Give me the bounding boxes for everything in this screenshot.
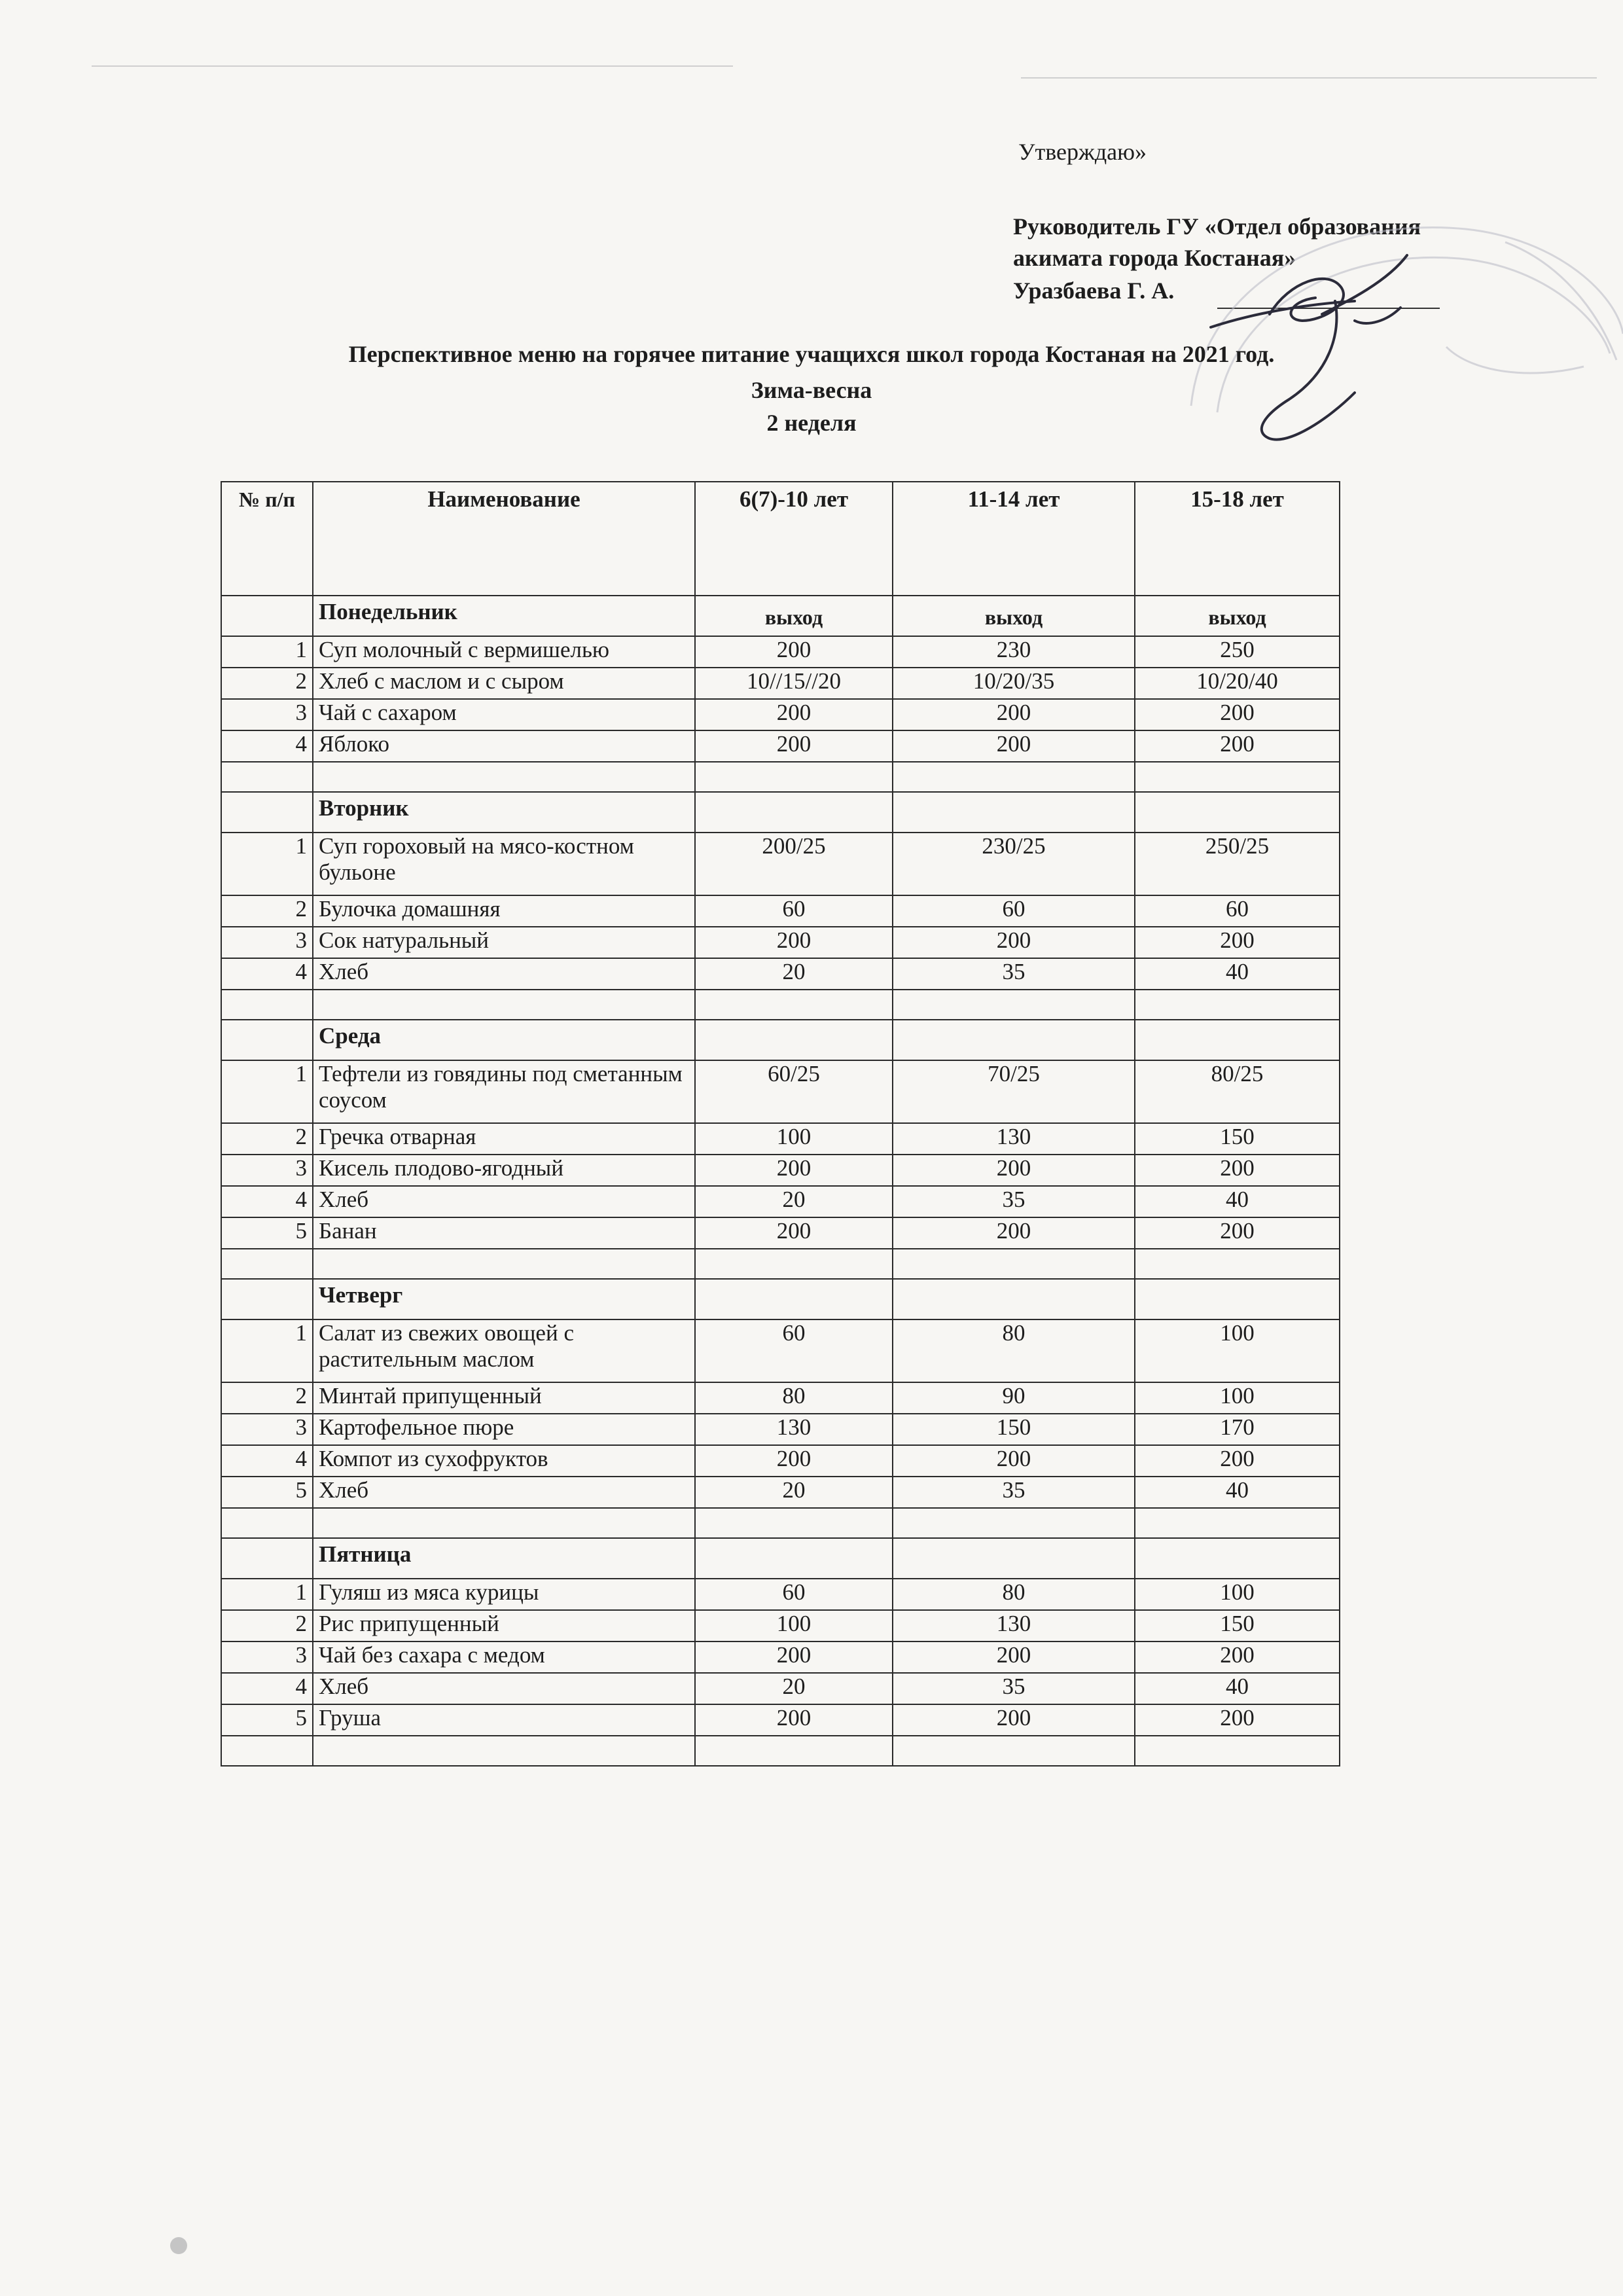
- empty-cell: [313, 1736, 695, 1766]
- item-name: Хлеб: [313, 1477, 695, 1508]
- menu-table: [221, 481, 1340, 1767]
- item-number: 2: [221, 668, 313, 699]
- item-number: 2: [221, 895, 313, 927]
- table-row: [221, 833, 1340, 895]
- approval-line-4: Уразбаева Г. А.: [1013, 278, 1175, 304]
- empty-cell: [893, 1508, 1135, 1538]
- yield-age-11-14: 35: [893, 958, 1135, 990]
- item-name: Хлеб: [313, 958, 695, 990]
- yield-age-6-10: 20: [695, 1477, 893, 1508]
- yield-age-15-18: 250: [1135, 636, 1340, 668]
- yield-age-11-14: 150: [893, 1414, 1135, 1445]
- empty-cell: [313, 1508, 695, 1538]
- empty-row: [221, 990, 1340, 1020]
- empty-cell: [1135, 762, 1340, 792]
- yield-age-15-18: 200: [1135, 1704, 1340, 1736]
- table-row: [221, 1060, 1340, 1123]
- empty-cell: [221, 596, 313, 636]
- day-name: Четверг: [313, 1279, 695, 1319]
- table-row: [221, 1673, 1340, 1704]
- table-row: [221, 636, 1340, 668]
- scan-speck: [170, 2237, 187, 2254]
- item-name: Чай без сахара с медом: [313, 1641, 695, 1673]
- empty-cell: [221, 1249, 313, 1279]
- day-row: [221, 596, 1340, 636]
- yield-age-11-14: 10/20/35: [893, 668, 1135, 699]
- table-row: [221, 1641, 1340, 1673]
- yield-age-15-18: 250/25: [1135, 833, 1340, 895]
- approval-line-2: Руководитель ГУ «Отдел образования: [1013, 213, 1421, 240]
- yield-age-6-10: 130: [695, 1414, 893, 1445]
- item-number: 4: [221, 958, 313, 990]
- yield-age-6-10: 20: [695, 1673, 893, 1704]
- item-name: Компот из сухофруктов: [313, 1445, 695, 1477]
- approval-line-1: Утверждаю»: [1018, 139, 1147, 165]
- table-row: [221, 730, 1340, 762]
- yield-age-15-18: 40: [1135, 1186, 1340, 1217]
- yield-age-6-10: 200: [695, 1217, 893, 1249]
- table-row: [221, 1477, 1340, 1508]
- item-number: 3: [221, 1414, 313, 1445]
- yield-age-15-18: 100: [1135, 1382, 1340, 1414]
- yield-age-11-14: 60: [893, 895, 1135, 927]
- empty-cell: [221, 1736, 313, 1766]
- yield-age-11-14: 230: [893, 636, 1135, 668]
- empty-cell: [893, 792, 1135, 833]
- empty-cell: [695, 1508, 893, 1538]
- empty-cell: [695, 762, 893, 792]
- yield-age-15-18: 100: [1135, 1579, 1340, 1610]
- table-row: [221, 668, 1340, 699]
- item-name: Тефтели из говядины под сметанным соусом: [313, 1060, 695, 1123]
- yield-age-6-10: 200: [695, 1155, 893, 1186]
- yield-age-15-18: 150: [1135, 1123, 1340, 1155]
- empty-cell: [1135, 1020, 1340, 1060]
- empty-cell: [695, 792, 893, 833]
- item-number: 2: [221, 1123, 313, 1155]
- empty-cell: [1135, 1736, 1340, 1766]
- item-name: Рис припущенный: [313, 1610, 695, 1641]
- table-row: [221, 1704, 1340, 1736]
- item-name: Суп гороховый на мясо-костном бульоне: [313, 833, 695, 895]
- empty-cell: [893, 990, 1135, 1020]
- empty-cell: [695, 1736, 893, 1766]
- empty-cell: [1135, 990, 1340, 1020]
- table-header-row: [221, 482, 1340, 596]
- yield-age-6-10: 200/25: [695, 833, 893, 895]
- table-row: [221, 699, 1340, 730]
- empty-cell: [893, 1020, 1135, 1060]
- yield-age-11-14: 200: [893, 927, 1135, 958]
- header-age-11-14: 11-14 лет: [893, 482, 1135, 596]
- table-row: [221, 1382, 1340, 1414]
- item-name: Суп молочный с вермишелью: [313, 636, 695, 668]
- week-subtitle: 2 неделя: [766, 410, 857, 436]
- yield-age-15-18: 200: [1135, 699, 1340, 730]
- empty-cell: [1135, 792, 1340, 833]
- yield-label: выход: [1135, 596, 1340, 636]
- yield-age-15-18: 100: [1135, 1319, 1340, 1382]
- empty-cell: [695, 990, 893, 1020]
- yield-age-6-10: 60: [695, 895, 893, 927]
- yield-age-11-14: 35: [893, 1186, 1135, 1217]
- yield-age-11-14: 200: [893, 1217, 1135, 1249]
- item-number: 1: [221, 1579, 313, 1610]
- item-name: Чай с сахаром: [313, 699, 695, 730]
- yield-age-15-18: 40: [1135, 958, 1340, 990]
- empty-cell: [893, 1736, 1135, 1766]
- yield-age-6-10: 100: [695, 1610, 893, 1641]
- yield-age-15-18: 200: [1135, 927, 1340, 958]
- yield-age-11-14: 80: [893, 1579, 1135, 1610]
- empty-cell: [313, 990, 695, 1020]
- table-row: [221, 927, 1340, 958]
- page-title: Перспективное меню на горячее питание учащихся школ города Костаная на 2021 год.: [348, 341, 1275, 367]
- yield-age-15-18: 200: [1135, 1155, 1340, 1186]
- item-name: Картофельное пюре: [313, 1414, 695, 1445]
- scan-line: [92, 65, 733, 67]
- yield-age-15-18: 200: [1135, 1641, 1340, 1673]
- empty-cell: [313, 762, 695, 792]
- yield-age-11-14: 200: [893, 1155, 1135, 1186]
- item-number: 5: [221, 1477, 313, 1508]
- table-row: [221, 1217, 1340, 1249]
- yield-age-15-18: 170: [1135, 1414, 1340, 1445]
- yield-age-11-14: 80: [893, 1319, 1135, 1382]
- yield-age-11-14: 35: [893, 1477, 1135, 1508]
- table-row: [221, 1155, 1340, 1186]
- empty-cell: [221, 1538, 313, 1579]
- table-row: [221, 1579, 1340, 1610]
- item-name: Хлеб: [313, 1673, 695, 1704]
- scan-line: [1021, 77, 1597, 79]
- item-number: 1: [221, 1060, 313, 1123]
- yield-age-6-10: 200: [695, 636, 893, 668]
- item-name: Банан: [313, 1217, 695, 1249]
- table-row: [221, 895, 1340, 927]
- empty-cell: [221, 1020, 313, 1060]
- empty-cell: [221, 990, 313, 1020]
- empty-cell: [1135, 1249, 1340, 1279]
- item-name: Хлеб с маслом и с сыром: [313, 668, 695, 699]
- day-row: [221, 1538, 1340, 1579]
- item-name: Гречка отварная: [313, 1123, 695, 1155]
- item-name: Булочка домашняя: [313, 895, 695, 927]
- item-number: 1: [221, 636, 313, 668]
- empty-cell: [695, 1249, 893, 1279]
- header-age-6-10: 6(7)-10 лет: [695, 482, 893, 596]
- item-number: 1: [221, 1319, 313, 1382]
- yield-age-15-18: 200: [1135, 1217, 1340, 1249]
- yield-age-11-14: 200: [893, 1641, 1135, 1673]
- item-number: 4: [221, 1445, 313, 1477]
- yield-age-6-10: 200: [695, 927, 893, 958]
- empty-row: [221, 762, 1340, 792]
- yield-age-6-10: 200: [695, 1445, 893, 1477]
- yield-age-6-10: 80: [695, 1382, 893, 1414]
- header-name: Наименование: [313, 482, 695, 596]
- yield-age-11-14: 90: [893, 1382, 1135, 1414]
- yield-age-15-18: 200: [1135, 730, 1340, 762]
- yield-age-6-10: 200: [695, 699, 893, 730]
- table-row: [221, 1123, 1340, 1155]
- empty-cell: [221, 762, 313, 792]
- item-name: Салат из свежих овощей с растительным маслом: [313, 1319, 695, 1382]
- yield-age-6-10: 20: [695, 1186, 893, 1217]
- empty-cell: [313, 1249, 695, 1279]
- empty-row: [221, 1508, 1340, 1538]
- item-name: Сок натуральный: [313, 927, 695, 958]
- empty-cell: [695, 1538, 893, 1579]
- empty-cell: [893, 1279, 1135, 1319]
- yield-label: выход: [893, 596, 1135, 636]
- empty-cell: [695, 1279, 893, 1319]
- item-number: 2: [221, 1382, 313, 1414]
- yield-age-6-10: 200: [695, 1641, 893, 1673]
- day-row: [221, 1279, 1340, 1319]
- yield-age-6-10: 100: [695, 1123, 893, 1155]
- season-subtitle: Зима-весна: [751, 377, 872, 403]
- day-row: [221, 792, 1340, 833]
- item-number: 4: [221, 1186, 313, 1217]
- empty-cell: [221, 792, 313, 833]
- yield-age-6-10: 60: [695, 1579, 893, 1610]
- yield-age-6-10: 200: [695, 1704, 893, 1736]
- table-row: [221, 1319, 1340, 1382]
- yield-age-11-14: 130: [893, 1123, 1135, 1155]
- yield-age-15-18: 40: [1135, 1477, 1340, 1508]
- empty-cell: [221, 1279, 313, 1319]
- item-name: Яблоко: [313, 730, 695, 762]
- yield-age-11-14: 200: [893, 699, 1135, 730]
- yield-age-6-10: 10//15//20: [695, 668, 893, 699]
- item-number: 4: [221, 730, 313, 762]
- empty-cell: [893, 762, 1135, 792]
- day-name: Вторник: [313, 792, 695, 833]
- yield-age-11-14: 200: [893, 730, 1135, 762]
- table-row: [221, 1445, 1340, 1477]
- header-age-15-18: 15-18 лет: [1135, 482, 1340, 596]
- day-name: Среда: [313, 1020, 695, 1060]
- header-number: № п/п: [221, 482, 313, 596]
- day-name: Понедельник: [313, 596, 695, 636]
- item-name: Кисель плодово-ягодный: [313, 1155, 695, 1186]
- yield-age-11-14: 200: [893, 1704, 1135, 1736]
- item-name: Гуляш из мяса курицы: [313, 1579, 695, 1610]
- empty-cell: [695, 1020, 893, 1060]
- yield-age-11-14: 130: [893, 1610, 1135, 1641]
- yield-age-15-18: 10/20/40: [1135, 668, 1340, 699]
- table-row: [221, 958, 1340, 990]
- table-row: [221, 1610, 1340, 1641]
- day-row: [221, 1020, 1340, 1060]
- item-name: Минтай припущенный: [313, 1382, 695, 1414]
- yield-age-6-10: 60/25: [695, 1060, 893, 1123]
- yield-age-15-18: 80/25: [1135, 1060, 1340, 1123]
- item-number: 3: [221, 1155, 313, 1186]
- empty-cell: [893, 1538, 1135, 1579]
- item-number: 2: [221, 1610, 313, 1641]
- item-number: 3: [221, 1641, 313, 1673]
- yield-age-11-14: 200: [893, 1445, 1135, 1477]
- empty-cell: [1135, 1279, 1340, 1319]
- yield-age-15-18: 200: [1135, 1445, 1340, 1477]
- table-row: [221, 1186, 1340, 1217]
- empty-cell: [1135, 1508, 1340, 1538]
- item-number: 1: [221, 833, 313, 895]
- approval-line-3: акимата города Костаная»: [1013, 245, 1296, 271]
- item-number: 5: [221, 1217, 313, 1249]
- item-name: Груша: [313, 1704, 695, 1736]
- empty-cell: [1135, 1538, 1340, 1579]
- yield-age-11-14: 35: [893, 1673, 1135, 1704]
- day-name: Пятница: [313, 1538, 695, 1579]
- yield-age-15-18: 150: [1135, 1610, 1340, 1641]
- empty-row: [221, 1249, 1340, 1279]
- yield-age-11-14: 70/25: [893, 1060, 1135, 1123]
- yield-age-11-14: 230/25: [893, 833, 1135, 895]
- item-number: 5: [221, 1704, 313, 1736]
- yield-age-15-18: 60: [1135, 895, 1340, 927]
- yield-age-6-10: 200: [695, 730, 893, 762]
- item-number: 3: [221, 699, 313, 730]
- table-row: [221, 1414, 1340, 1445]
- item-number: 3: [221, 927, 313, 958]
- yield-age-15-18: 40: [1135, 1673, 1340, 1704]
- empty-cell: [893, 1249, 1135, 1279]
- empty-cell: [221, 1508, 313, 1538]
- yield-age-6-10: 20: [695, 958, 893, 990]
- item-name: Хлеб: [313, 1186, 695, 1217]
- yield-age-6-10: 60: [695, 1319, 893, 1382]
- item-number: 4: [221, 1673, 313, 1704]
- yield-label: выход: [695, 596, 893, 636]
- empty-row: [221, 1736, 1340, 1766]
